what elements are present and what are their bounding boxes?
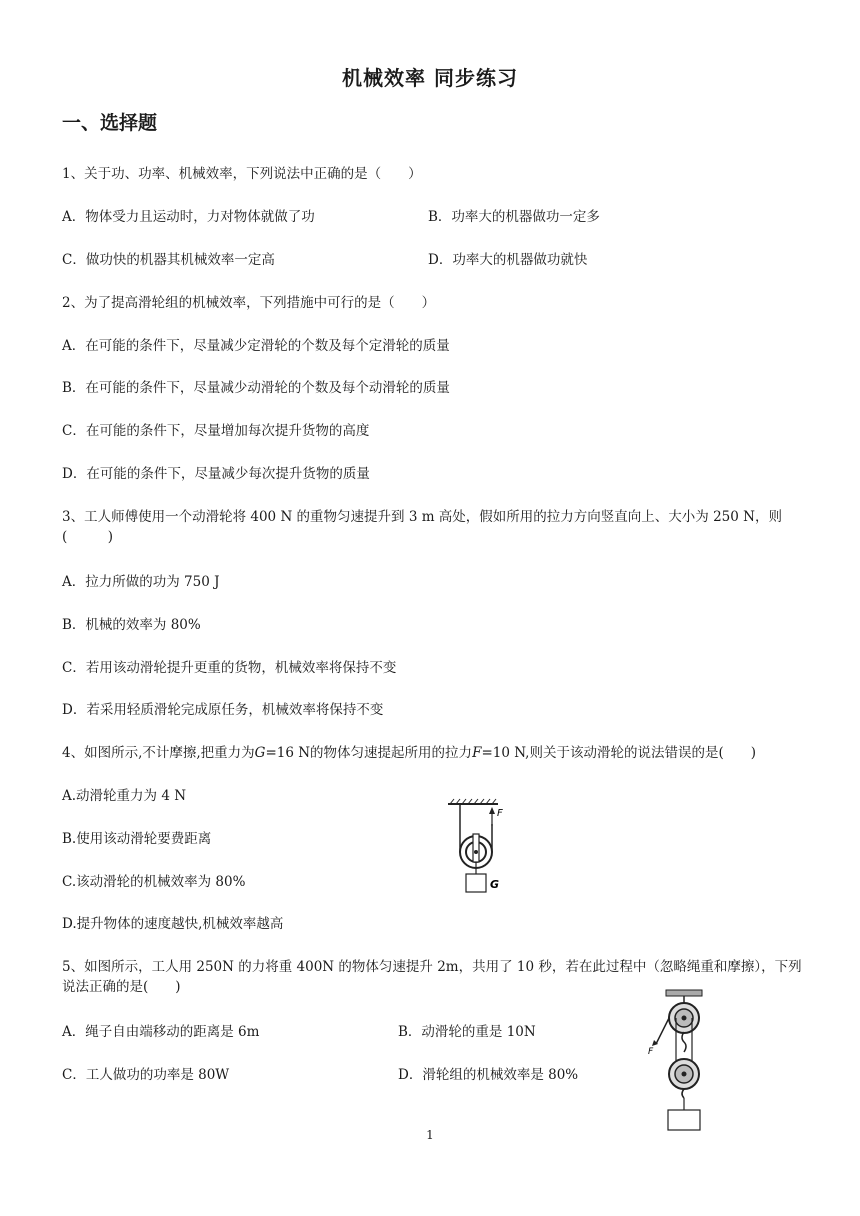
q4-figure-force-label: F xyxy=(497,808,503,819)
q1-stem: 1、关于功、功率、机械效率，下列说法中正确的是（ ） xyxy=(62,166,422,182)
q5-pulley-figure xyxy=(640,988,720,1136)
q5-stem: 5、如图所示，工人用 250N 的力将重 400N 的物体匀速提升 2m，共用了 10 秒，若在此过程中（忽略绳重和摩擦），下列说法正确的是( ) xyxy=(62,959,802,995)
q5-option-d: D．滑轮组的机械效率是 80% xyxy=(398,1067,579,1083)
page-title: 机械效率 同步练习 xyxy=(342,66,518,90)
q1-option-c: C．做功快的机器其机械效率一定高 xyxy=(62,252,275,268)
q4-stem-part1: 4、如图所示,不计摩擦,把重力为 xyxy=(62,745,255,761)
q3-option-a: A．拉力所做的功为 750 J xyxy=(62,574,220,590)
q5-figure-force-label: F xyxy=(648,1047,654,1057)
q4-pulley-figure xyxy=(440,798,520,898)
q1-option-d: D．功率大的机器做功就快 xyxy=(428,252,588,268)
q4-figure-weight-label: G xyxy=(490,878,500,891)
q4-stem xyxy=(62,743,756,763)
q2-option-a: A．在可能的条件下，尽量减少定滑轮的个数及每个定滑轮的质量 xyxy=(62,338,450,354)
q4-stem-part2: =16 N的物体匀速提起所用的拉力 xyxy=(265,745,473,761)
q2-stem: 2、为了提高滑轮组的机械效率，下列措施中可行的是（ ） xyxy=(62,295,436,311)
q3-option-b: B．机械的效率为 80% xyxy=(62,617,201,633)
q2-option-d: D．在可能的条件下，尽量减少每次提升货物的质量 xyxy=(62,466,370,482)
q2-option-b: B．在可能的条件下，尽量减少动滑轮的个数及每个动滑轮的质量 xyxy=(62,380,450,396)
q5-option-c: C．工人做功的功率是 80W xyxy=(62,1067,230,1083)
q4-stem-symbol-g: G xyxy=(254,745,266,761)
q4-option-c: C.该动滑轮的机械效率为 80% xyxy=(62,874,246,890)
q4-stem-part3: =10 N,则关于该动滑轮的说法错误的是( ) xyxy=(481,745,756,761)
q3-option-d: D．若采用轻质滑轮完成原任务，机械效率将保持不变 xyxy=(62,702,384,718)
q5-option-b: B．动滑轮的重是 10N xyxy=(398,1024,536,1040)
q4-option-a: A.动滑轮重力为 4 N xyxy=(62,788,187,804)
q1-option-a: A．物体受力且运动时，力对物体就做了功 xyxy=(62,209,315,225)
section-heading: 一、选择题 xyxy=(62,112,158,134)
q1-option-b: B．功率大的机器做功一定多 xyxy=(428,209,600,225)
q4-option-d: D.提升物体的速度越快,机械效率越高 xyxy=(62,916,284,932)
q3-stem: 3、工人师傅使用一个动滑轮将 400 N 的重物匀速提升到 3 m 高处，假如所用的拉力方向竖直向上、大小为 250 N，则( ) xyxy=(62,509,782,545)
q3-option-c: C．若用该动滑轮提升更重的货物，机械效率将保持不变 xyxy=(62,660,397,676)
q4-option-b: B.使用该动滑轮要费距离 xyxy=(62,831,212,847)
q5-option-a: A．绳子自由端移动的距离是 6m xyxy=(62,1024,260,1040)
q4-stem-symbol-f: F xyxy=(472,745,482,761)
q2-option-c: C．在可能的条件下，尽量增加每次提升货物的高度 xyxy=(62,423,370,439)
page-number: 1 xyxy=(426,1128,434,1142)
